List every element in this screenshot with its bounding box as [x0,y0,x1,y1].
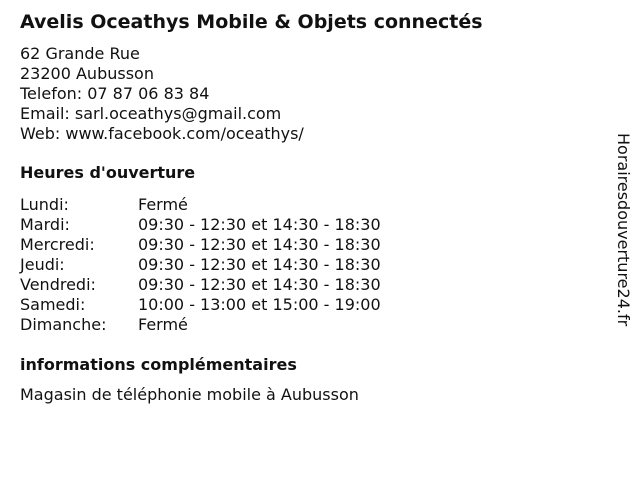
hours-time: Fermé [138,195,188,214]
hours-time: Fermé [138,315,188,334]
hours-time: 09:30 - 12:30 et 14:30 - 18:30 [138,235,381,254]
hours-title: Heures d'ouverture [20,163,196,182]
watermark-text: Horairesdouverture24.fr [614,133,633,327]
extra-info-title: informations complémentaires [20,355,297,374]
hours-day: Mercredi: [20,235,95,254]
hours-day: Vendredi: [20,275,96,294]
hours-time: 09:30 - 12:30 et 14:30 - 18:30 [138,255,381,274]
hours-day: Mardi: [20,215,70,234]
hours-row-mardi [20,215,600,235]
city-line: 23200 Aubusson [20,64,154,83]
hours-row-lundi [20,195,600,215]
street-address: 62 Grande Rue [20,44,140,63]
hours-row-dimanche [20,315,600,335]
site-watermark [613,133,633,373]
business-card [20,10,600,405]
hours-day: Samedi: [20,295,86,314]
hours-time: 10:00 - 13:00 et 15:00 - 19:00 [138,295,381,314]
hours-day: Lundi: [20,195,69,214]
hours-table [20,195,600,335]
hours-row-jeudi [20,255,600,275]
hours-day: Jeudi: [20,255,65,274]
hours-row-vendredi [20,275,600,295]
business-name: Avelis Oceathys Mobile & Objets connectés [20,11,483,33]
email-line: Email: sarl.oceathys@gmail.com [20,104,282,123]
web-line: Web: www.facebook.com/oceathys/ [20,124,304,143]
hours-day: Dimanche: [20,315,107,334]
hours-row-mercredi [20,235,600,255]
hours-row-samedi [20,295,600,315]
hours-time: 09:30 - 12:30 et 14:30 - 18:30 [138,275,381,294]
hours-time: 09:30 - 12:30 et 14:30 - 18:30 [138,215,381,234]
contact-block [20,44,600,144]
phone-line: Telefon: 07 87 06 83 84 [20,84,210,103]
extra-info-text: Magasin de téléphonie mobile à Aubusson [20,385,359,404]
